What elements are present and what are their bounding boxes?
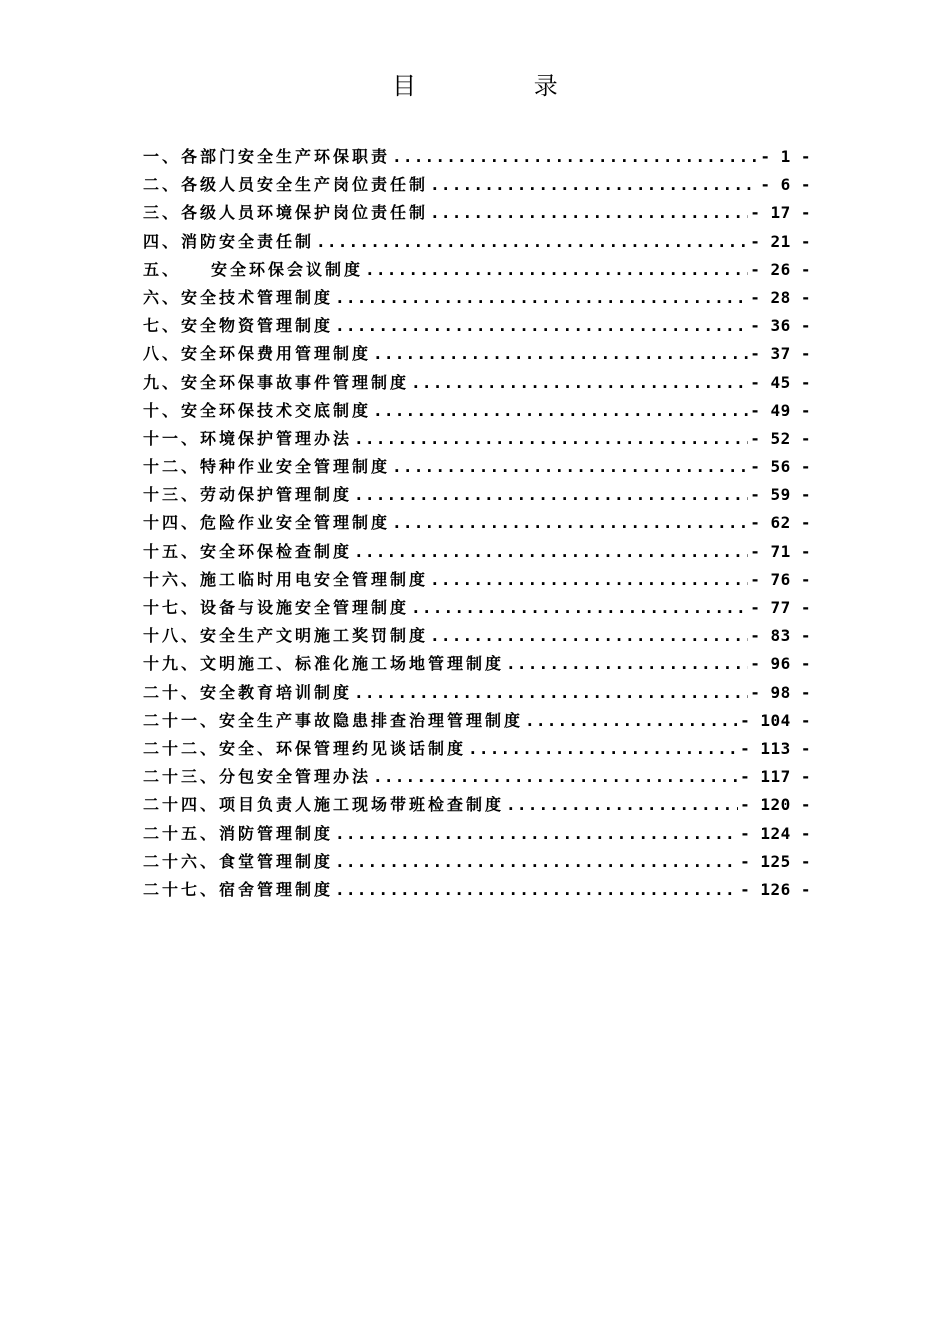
- toc-entry-number: 十八、: [143, 626, 201, 646]
- toc-entry-title: 安全环保费用管理制度: [181, 344, 372, 364]
- toc-leader-dots: [430, 622, 748, 650]
- toc-entry[interactable]: [143, 594, 811, 622]
- toc-leader-dots: [335, 848, 738, 876]
- toc-entry-number: 二十七、: [143, 879, 220, 899]
- toc-entry-title: 安全环保检查制度: [200, 541, 353, 561]
- toc-entry-number: 十六、: [143, 569, 201, 589]
- toc-leader-dots: [365, 256, 748, 284]
- toc-entry[interactable]: [143, 256, 811, 284]
- toc-entry-title: 安全、环保管理约见谈话制度: [219, 738, 467, 758]
- toc-leader-dots: [335, 820, 738, 848]
- toc-entry-number: 八、: [143, 344, 182, 364]
- toc-entry-number: 十九、: [143, 654, 201, 674]
- toc-entry-page: - 21 -: [750, 231, 811, 251]
- toc-entry-page: - 124 -: [740, 823, 811, 843]
- toc-entry-number: 四、: [143, 231, 182, 251]
- toc-entry[interactable]: [143, 369, 811, 397]
- toc-entry-title: 文明施工、标准化施工场地管理制度: [200, 654, 505, 674]
- toc-leader-dots: [373, 340, 748, 368]
- toc-entry-title: 安全生产文明施工奖罚制度: [200, 626, 429, 646]
- toc-leader-dots: [354, 538, 748, 566]
- toc-entry[interactable]: [143, 538, 811, 566]
- toc-leader-dots: [335, 284, 748, 312]
- toc-entry[interactable]: [143, 679, 811, 707]
- toc-entry-title: 设备与设施安全管理制度: [200, 598, 410, 617]
- toc-entry-page: - 36 -: [750, 316, 811, 336]
- toc-entry-page: - 45 -: [750, 372, 811, 392]
- toc-entry[interactable]: [143, 143, 811, 171]
- toc-entry[interactable]: [143, 707, 811, 735]
- toc-entry-number: 二十五、: [143, 823, 220, 843]
- toc-entry[interactable]: [143, 228, 811, 256]
- toc-entry-title: 安全环保事故事件管理制度: [181, 372, 410, 392]
- toc-entry-number: 一、: [143, 147, 182, 166]
- toc-entry[interactable]: [143, 481, 811, 509]
- toc-entry-title: 各级人员安全生产岗位责任制: [181, 175, 429, 195]
- toc-leader-dots: [335, 312, 748, 340]
- toc-leader-dots: [525, 707, 738, 735]
- toc-entry-title: 施工临时用电安全管理制度: [200, 569, 429, 589]
- toc-entry-title: 消防安全责任制: [181, 231, 315, 251]
- toc-entry[interactable]: [143, 848, 811, 876]
- toc-title: 目 录: [392, 72, 613, 100]
- toc-entry[interactable]: [143, 397, 811, 425]
- toc-entry-title: 特种作业安全管理制度: [200, 457, 391, 477]
- toc-leader-dots: [468, 735, 738, 763]
- toc-leader-dots: [506, 791, 738, 819]
- toc-leader-dots: [411, 594, 748, 622]
- toc-entry[interactable]: [143, 735, 811, 763]
- toc-entry[interactable]: [143, 171, 811, 199]
- toc-entry-number: 二十二、: [143, 738, 220, 758]
- toc-entry-number: 二十一、: [143, 710, 220, 730]
- toc-entry-title: 安全物资管理制度: [181, 316, 334, 336]
- toc-entry-number: 十二、: [143, 457, 201, 477]
- toc-entry-number: 三、: [143, 203, 182, 223]
- toc-entry-page: - 98 -: [750, 682, 811, 702]
- toc-entry-page: - 96 -: [750, 654, 811, 674]
- toc-entry-page: - 52 -: [750, 428, 811, 448]
- toc-entry-title: 安全生产事故隐患排查治理管理制度: [219, 710, 524, 730]
- toc-leader-dots: [392, 453, 748, 481]
- toc-entry-page: - 6 -: [760, 175, 811, 195]
- toc-entry-number: 七、: [143, 316, 182, 336]
- toc-entry-page: - 126 -: [740, 879, 811, 899]
- toc-entry[interactable]: [143, 284, 811, 312]
- toc-entry-page: - 26 -: [750, 259, 811, 279]
- toc-entry-number: 五、: [143, 259, 182, 279]
- toc-leader-dots: [354, 481, 748, 509]
- toc-entry[interactable]: [143, 453, 811, 481]
- toc-entry-page: - 125 -: [740, 851, 811, 871]
- toc-entry-page: - 62 -: [750, 513, 811, 533]
- toc-entry-title: 各部门安全生产环保职责: [181, 147, 391, 166]
- toc-entry-page: - 113 -: [740, 738, 811, 758]
- toc-leader-dots: [411, 369, 748, 397]
- toc-entry-page: - 28 -: [750, 287, 811, 307]
- toc-entry-number: 十三、: [143, 485, 201, 505]
- toc-entry[interactable]: [143, 876, 811, 904]
- toc-entry[interactable]: [143, 312, 811, 340]
- toc-leader-dots: [316, 228, 748, 256]
- toc-leader-dots: [373, 763, 738, 791]
- toc-entry-title: 宿舍管理制度: [219, 879, 334, 899]
- toc-entry[interactable]: [143, 425, 811, 453]
- toc-entry-page: - 71 -: [750, 541, 811, 561]
- toc-entry[interactable]: [143, 622, 811, 650]
- toc-entry[interactable]: [143, 199, 811, 227]
- toc-entry-number: 十七、: [143, 598, 201, 617]
- toc-entry-number: 二十六、: [143, 851, 220, 871]
- toc-entry-number: 二、: [143, 175, 182, 195]
- toc-entry-number: 二十、: [143, 682, 201, 702]
- toc-entry[interactable]: [143, 340, 811, 368]
- toc-entry-page: - 120 -: [740, 795, 811, 815]
- toc-entry-title: 消防管理制度: [219, 823, 334, 843]
- toc-leader-dots: [354, 425, 748, 453]
- toc-leader-dots: [392, 143, 758, 171]
- toc-entry-title: 安全环保技术交底制度: [181, 400, 372, 420]
- toc-entry-page: - 56 -: [750, 457, 811, 477]
- toc-entry-number: 二十四、: [143, 795, 220, 815]
- toc-entry-title: 安全环保会议制度: [211, 259, 364, 279]
- toc-leader-dots: [506, 650, 748, 678]
- toc-entry-number: 二十三、: [143, 767, 220, 787]
- toc-entry-page: - 49 -: [750, 400, 811, 420]
- toc-leader-dots: [373, 397, 748, 425]
- toc-entry-number: 六、: [143, 287, 182, 307]
- toc-leader-dots: [354, 679, 748, 707]
- toc-entry[interactable]: [143, 763, 811, 791]
- toc-entry-title: 劳动保护管理制度: [200, 485, 353, 505]
- toc-entry[interactable]: [143, 820, 811, 848]
- toc-entry[interactable]: [143, 509, 811, 537]
- toc-entry-number: 十、: [143, 400, 182, 420]
- toc-entry-title: 分包安全管理办法: [219, 767, 372, 787]
- toc-entry-page: - 83 -: [750, 626, 811, 646]
- toc-list: [143, 143, 811, 904]
- toc-entry-page: - 77 -: [750, 598, 811, 617]
- toc-entry-page: - 59 -: [750, 485, 811, 505]
- toc-entry-page: - 1 -: [760, 147, 811, 166]
- toc-leader-dots: [430, 199, 748, 227]
- toc-entry-page: - 37 -: [750, 344, 811, 364]
- toc-entry-title: 安全技术管理制度: [181, 287, 334, 307]
- toc-leader-dots: [430, 566, 748, 594]
- toc-entry[interactable]: [143, 650, 811, 678]
- toc-entry-title: 项目负责人施工现场带班检查制度: [219, 795, 505, 815]
- toc-entry[interactable]: [143, 791, 811, 819]
- toc-entry-title: 各级人员环境保护岗位责任制: [181, 203, 429, 223]
- toc-entry-number: 十一、: [143, 428, 201, 448]
- toc-entry-title: 食堂管理制度: [219, 851, 334, 871]
- toc-entry-page: - 117 -: [740, 767, 811, 787]
- toc-entry-page: - 104 -: [740, 710, 811, 730]
- toc-entry-title: 危险作业安全管理制度: [200, 513, 391, 533]
- toc-entry-title: 环境保护管理办法: [200, 428, 353, 448]
- toc-leader-dots: [392, 509, 748, 537]
- toc-entry-page: - 76 -: [750, 569, 811, 589]
- toc-entry-number: 九、: [143, 372, 182, 392]
- toc-entry-number: 十四、: [143, 513, 201, 533]
- toc-entry-title: 安全教育培训制度: [200, 682, 353, 702]
- toc-entry[interactable]: [143, 566, 811, 594]
- toc-leader-dots: [430, 171, 758, 199]
- toc-leader-dots: [335, 876, 738, 904]
- toc-entry-page: - 17 -: [750, 203, 811, 223]
- toc-entry-number: 十五、: [143, 541, 201, 561]
